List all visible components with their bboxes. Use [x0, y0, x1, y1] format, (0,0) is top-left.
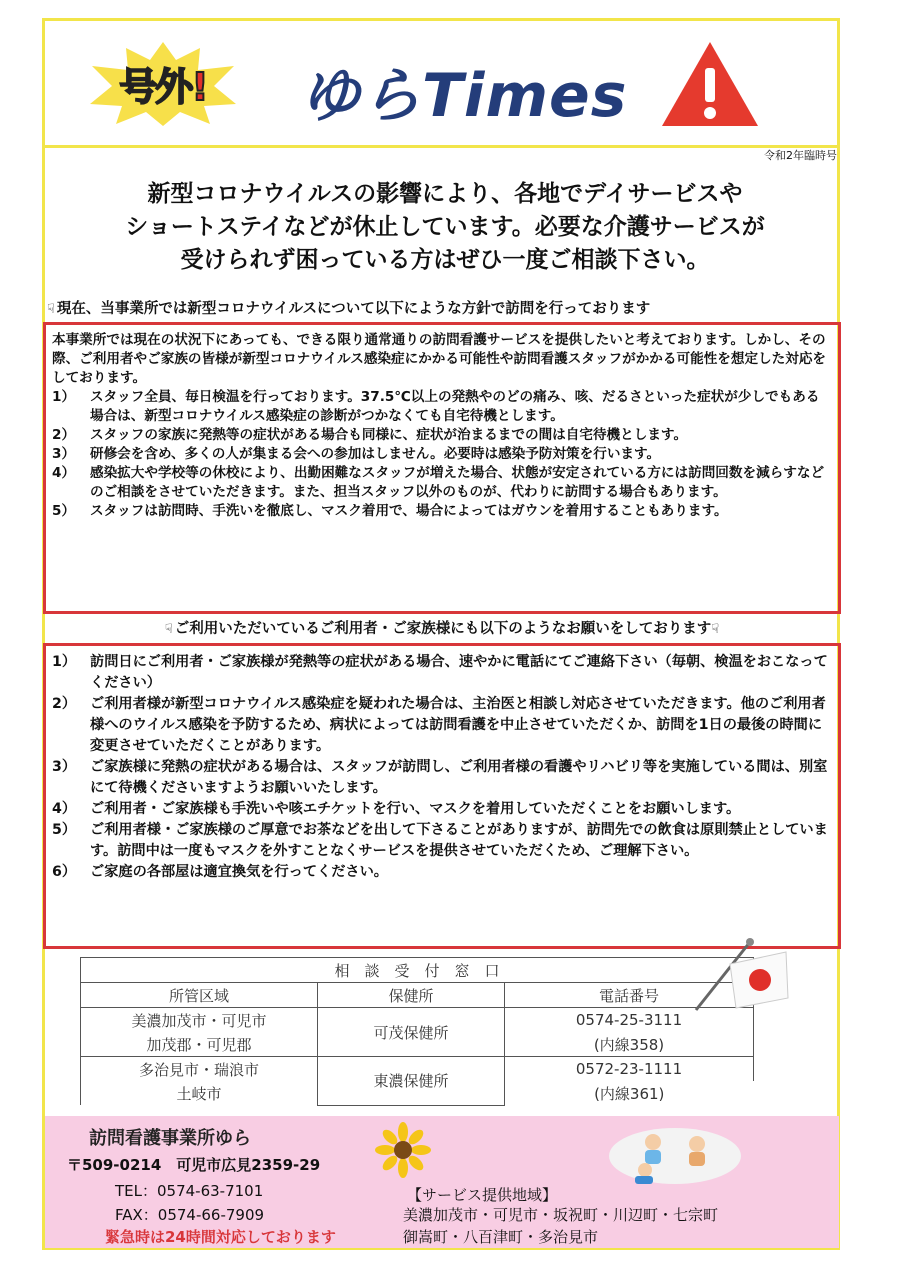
lead-line: 新型コロナウイルスの影響により、各地でデイサービスや	[147, 181, 743, 207]
list-item: 3） 研修会を含め、多くの人が集まる会への参加はしません。必要時は感染予防対策を行います。	[52, 446, 661, 462]
list-item: 5） スタッフは訪問時、手洗いを徹底し、マスク着用で、場合によってはガウンを着用することもあります。	[52, 503, 728, 519]
footer	[45, 1116, 839, 1248]
sunflower-icon	[375, 1122, 431, 1178]
service-area-list: 美濃加茂市・可児市・坂祝町・川辺町・七宗町	[403, 1206, 719, 1224]
table-row: 土岐市 (内線361)	[81, 1081, 754, 1105]
japan-flag-icon	[690, 936, 790, 1016]
list-item: 1） スタッフ全員、毎日検温を行っております。37.5℃以上の発熱やのどの痛み、咳、だるさといった症状が少しでもある場合は、新型コロナウイルス感染症の診断がつかなくても自宅待機とします。	[52, 389, 820, 424]
request-heading-text: ご利用いただいているご利用者・ご家族様にも以下のようなお願いをしております	[174, 621, 712, 637]
list-item: 3） ご家族様に発熱の症状がある場合は、スタッフが訪問し、ご利用者様の看護やリハビリ等を実施している間は、別室にて待機くださいますようお願いいたします。	[52, 759, 828, 796]
service-area-title: 【サービス提供地域】	[407, 1186, 558, 1204]
office-address: 〒509-0214 可児市広見2359-29	[67, 1156, 321, 1174]
nurses-illustration	[605, 1120, 745, 1186]
table-row: 美濃加茂市・可児市 可茂保健所 0574-25-3111	[81, 1008, 754, 1033]
emergency-notice: 緊急時は24時間対応しております	[105, 1228, 336, 1246]
policy-heading	[47, 297, 839, 318]
contact-table-title: 相 談 受 付 窓 口	[81, 958, 754, 983]
office-tel: TEL：0574-63-7101	[115, 1182, 264, 1200]
office-fax: FAX：0574-66-7909	[115, 1206, 265, 1224]
pointing-hand-icon: ☟	[711, 622, 720, 637]
lead-line: ショートステイなどが休止しています。必要な介護サービスが	[125, 214, 765, 240]
edition-label: 令和2年臨時号	[764, 149, 837, 162]
list-item: 2） スタッフの家族に発熱等の症状がある場合も同様に、症状が治まるまでの間は自宅待機とします。	[52, 427, 688, 443]
contact-table	[80, 957, 754, 1106]
lead-line: 受けられず困っている方はぜひ一度ご相談下さい。	[180, 247, 710, 273]
policy-heading-text: 現在、当事業所では新型コロナウイルスについて以下にような方針で訪問を行っております	[56, 301, 651, 317]
policy-intro: 本事業所では現在の状況下にあっても、できる限り通常通りの訪問看護サービスを提供したいと考えております。しかし、その際、ご利用者やご家族の皆様が新型コロナウイルス感染症にかかる可能性や訪問看護スタッフがかかる可能性を想定した対応をしております。	[52, 332, 827, 386]
extra-edition-badge	[88, 40, 238, 126]
request-box	[43, 643, 841, 949]
newsletter-title: ゆらTimes	[300, 61, 628, 131]
lead-message	[60, 178, 830, 277]
pointing-hand-icon: ☟	[164, 622, 173, 637]
warning-icon	[660, 40, 760, 128]
policy-box	[43, 322, 841, 614]
table-header: 所管区域	[81, 983, 318, 1008]
table-header: 電話番号	[505, 983, 754, 1008]
list-item: 6） ご家庭の各部屋は適宜換気を行ってください。	[52, 864, 388, 880]
table-row: 加茂郡・可児郡 (内線358)	[81, 1032, 754, 1057]
list-item: 4） 感染拡大や学校等の休校により、出勤困難なスタッフが増えた場合、状態が安定されている方には訪問回数を減らすなどのご相談をさせていただきます。また、担当スタッフ以外のものが、代わりに訪問する場合もあります。	[52, 465, 825, 500]
request-heading	[47, 617, 839, 638]
extra-edition-label: 号外!	[119, 64, 207, 109]
service-area-list: 御嵩町・八百津町・多治見市	[403, 1228, 599, 1246]
pointing-hand-icon: ☟	[47, 302, 55, 317]
list-item: 4） ご利用者・ご家族様も手洗いや咳エチケットを行い、マスクを着用していただくことをお願いします。	[52, 801, 741, 817]
table-row: 多治見市・瑞浪市 東濃保健所 0572-23-1111	[81, 1057, 754, 1082]
table-header: 保健所	[318, 983, 505, 1008]
list-item: 1） 訪問日にご利用者・ご家族様が発熱等の症状がある場合、速やかに電話にてご連絡下さい（毎朝、検温をおこなってください）	[52, 654, 828, 691]
office-name: 訪問看護事業所ゆら	[89, 1128, 251, 1149]
list-item: 2） ご利用者様が新型コロナウイルス感染症を疑われた場合は、主治医と相談し対応させていただきます。他のご利用者様へのウイルス感染を予防するため、病状によっては訪問看護を中止させていただくか、訪問を1日の最後の時間に変更させていただくことがあります。	[52, 696, 826, 754]
list-item: 5） ご利用者様・ご家族様のご厚意でお茶などを出して下さることがありますが、訪問先での飲食は原則禁止としています。訪問中は一度もマスクを外すことなくサービスを提供させていただくため、ご理解下さい。	[52, 822, 828, 859]
